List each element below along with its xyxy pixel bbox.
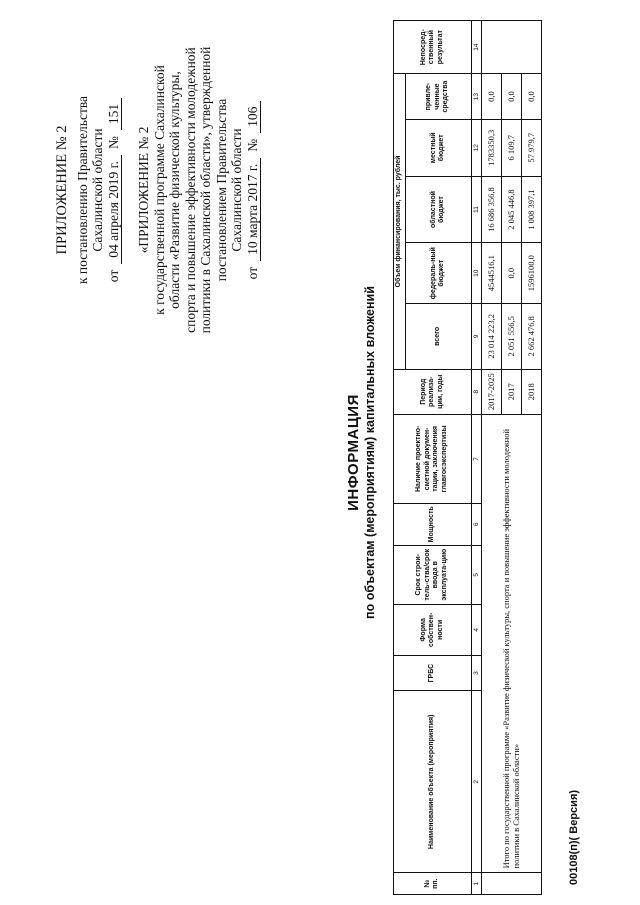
column-number: 7 [471, 414, 481, 503]
program-date: 10 марта 2017 г. [245, 158, 262, 261]
column-number: 3 [471, 655, 481, 690]
header-docs: Наличие проектно-сметной докумен-тации, заключения главгосэкспертизы [394, 414, 472, 503]
quoted-line: спорта и повышение эффективности молодежной [182, 47, 198, 333]
attracted-cell: 0,0 [481, 74, 501, 119]
header-ownership: Форма собствен-ности [394, 604, 472, 655]
column-number: 12 [471, 119, 481, 176]
header-federal: федераль-ный бюджет [405, 243, 471, 304]
header-grbs: ГРБС [394, 655, 472, 690]
appendix-title: ПРИЛОЖЕНИЕ № 2 [54, 125, 70, 255]
federal-cell: 4544516,1 [481, 243, 501, 304]
program-total-label: Итого по государственной программе «Развитие физической культуры, спорта и повышение эффективности молодежной политики в Сахалинской области» [481, 414, 541, 872]
document-version-code: 00108(п)( Версия) [568, 789, 580, 885]
capital-investment-table [393, 20, 542, 895]
quoted-line: постановлением Правительства [213, 98, 229, 282]
column-number: 11 [471, 176, 481, 242]
quoted-date-row [245, 30, 262, 350]
appendix-date-row [106, 30, 123, 350]
appendix-line: Сахалинской области [90, 128, 105, 252]
header-funding-volume: Объем финансирования, тыс. рублей [394, 74, 406, 369]
program-number: 106 [245, 101, 262, 133]
period-cell: 2018 [521, 369, 541, 414]
document-title: ИНФОРМАЦИЯ [345, 394, 362, 511]
header-regional: областной бюджет [405, 176, 471, 242]
header-total: всего [405, 304, 471, 369]
column-number: 14 [471, 21, 481, 74]
local-cell: 1783350,3 [481, 119, 501, 176]
header-attracted: привле-ченные средства [405, 74, 471, 119]
quoted-line: к государственной программе Сахалинской [151, 65, 167, 315]
federal-cell: 0,0 [501, 243, 521, 304]
period-cell: 2017 [501, 369, 521, 414]
header-period: Период реализа-ции, годы [394, 369, 472, 414]
local-cell: 57 979,7 [521, 119, 541, 176]
column-number: 10 [471, 243, 481, 304]
result-cell [481, 21, 541, 74]
header-local: местный бюджет [405, 119, 471, 176]
period-cell: 2017-2025 [481, 369, 501, 414]
quoted-line: политики в Сахалинской области», утвержденной [198, 46, 213, 334]
regional-cell: 2 045 446,8 [501, 176, 521, 242]
column-number: 8 [471, 369, 481, 414]
column-number: 2 [471, 691, 481, 873]
header-result: Непосред-ственный результат [394, 21, 472, 74]
header-name: Наименование объекта (мероприятия) [394, 691, 472, 873]
total-cell: 2 051 556,5 [501, 304, 521, 369]
row-number-cell [481, 873, 541, 895]
table-row [481, 21, 501, 895]
number-label: № [244, 138, 260, 152]
column-number: 5 [471, 545, 481, 604]
resolution-number: 151 [106, 98, 123, 130]
attracted-cell: 0,0 [521, 74, 541, 119]
appendix-line: к постановлению Правительства [74, 95, 90, 285]
total-cell: 2 662 476,8 [521, 304, 541, 369]
quoted-line: области «Развитие физической культуры, [167, 71, 182, 309]
column-number-row [471, 21, 481, 895]
from-label: от [105, 269, 121, 283]
column-number: 1 [471, 873, 481, 895]
quoted-line: Сахалинской области [229, 128, 244, 252]
regional-cell: 16 686 356,8 [481, 176, 501, 242]
regional-cell: 1 008 397,1 [521, 176, 541, 242]
total-cell: 23 014 223,2 [481, 304, 501, 369]
header-power: Мощность [394, 503, 472, 545]
column-number: 9 [471, 304, 481, 369]
document-subtitle: по объектам (мероприятиям) капитальных вложений [363, 286, 377, 619]
quoted-appendix-title: «ПРИЛОЖЕНИЕ № 2 [136, 126, 151, 254]
from-label: от [244, 266, 260, 280]
federal-cell: 1596100,0 [521, 243, 541, 304]
resolution-date: 04 апреля 2019 г. [106, 155, 123, 264]
attracted-cell: 0,0 [501, 74, 521, 119]
header-num: № пп. [394, 873, 472, 895]
header-term: Срок строи-тель-ства/срок ввода в эксплуата-цию [394, 545, 472, 604]
column-number: 4 [471, 604, 481, 655]
column-number: 13 [471, 74, 481, 119]
number-label: № [105, 136, 121, 149]
column-number: 6 [471, 503, 481, 545]
appendix-header [55, 30, 261, 350]
local-cell: 6 109,7 [501, 119, 521, 176]
